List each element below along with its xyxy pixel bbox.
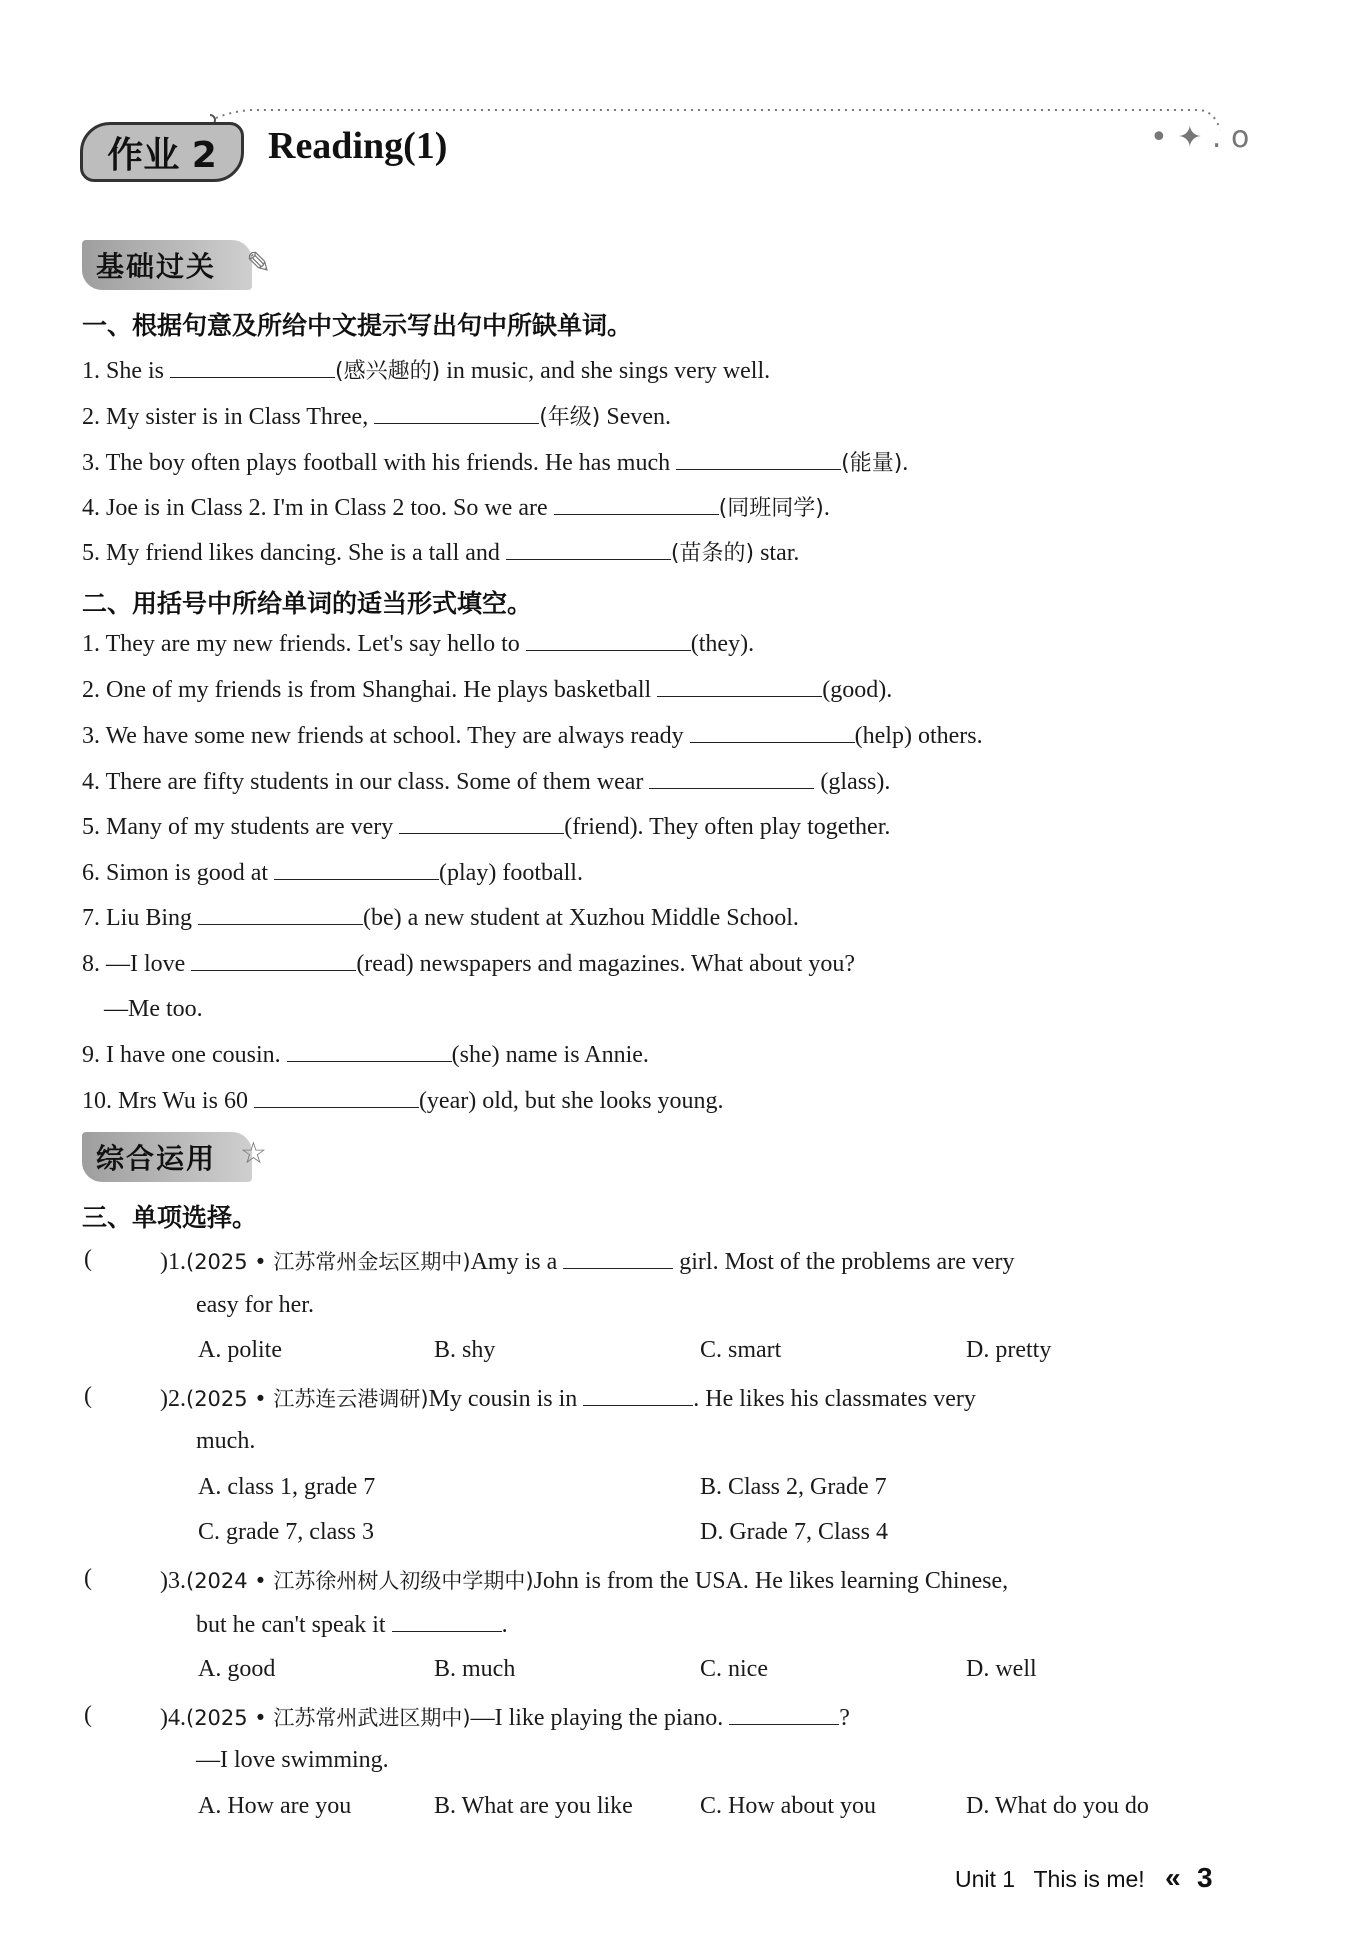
answer-blank[interactable]	[657, 676, 822, 697]
mc-question-1: )1.(2025 • 江苏常州金坛区期中)Amy is a girl. Most of the problems are very	[160, 1249, 1015, 1275]
option-c[interactable]: C. How about you	[700, 1793, 876, 1819]
answer-blank[interactable]	[191, 950, 356, 971]
footer-title: This is me!	[1033, 1866, 1145, 1892]
option-c[interactable]: C. nice	[700, 1656, 768, 1682]
page-title: Reading(1)	[268, 125, 448, 167]
option-a[interactable]: A. polite	[198, 1337, 282, 1363]
answer-blank[interactable]	[676, 449, 841, 470]
option-d[interactable]: D. pretty	[966, 1337, 1052, 1363]
answer-paren[interactable]: (	[84, 1246, 92, 1272]
page-number: 3	[1197, 1862, 1213, 1893]
homework-badge: 作业 2	[80, 122, 244, 182]
answer-blank[interactable]	[583, 1385, 693, 1406]
part1-item-3: 3. The boy often plays football with his friends. He has much (能量).	[82, 450, 909, 476]
part1-item-5: 5. My friend likes dancing. She is a tall and (苗条的) star.	[82, 540, 800, 566]
answer-blank[interactable]	[254, 1087, 419, 1108]
part1-item-2: 2. My sister is in Class Three, (年级) Seven.	[82, 404, 672, 430]
answer-blank[interactable]	[729, 1704, 839, 1725]
answer-paren[interactable]: (	[84, 1383, 92, 1409]
answer-blank[interactable]	[170, 357, 335, 378]
answer-blank[interactable]	[274, 859, 439, 880]
part2-instruction: 二、用括号中所给单词的适当形式填空。	[82, 589, 533, 618]
option-d[interactable]: D. Grade 7, Class 4	[700, 1519, 888, 1545]
part2-item-6: 6. Simon is good at (play) football.	[82, 860, 583, 886]
answer-blank[interactable]	[554, 494, 719, 515]
part2-item-1: 1. They are my new friends. Let's say hello to (they).	[82, 631, 755, 657]
chevron-left-icon: «	[1165, 1862, 1181, 1893]
part2-item-5: 5. Many of my students are very (friend). They often play together.	[82, 814, 891, 840]
answer-blank[interactable]	[649, 768, 814, 789]
option-a[interactable]: A. good	[198, 1656, 276, 1682]
part2-item-8: 8. —I love (read) newspapers and magazines. What about you?	[82, 951, 856, 977]
answer-blank[interactable]	[690, 722, 855, 743]
answer-blank[interactable]	[374, 403, 539, 424]
answer-blank[interactable]	[506, 539, 671, 560]
part1-item-4: 4. Joe is in Class 2. I'm in Class 2 too. So we are (同班同学).	[82, 495, 830, 521]
mc-question-3: )3.(2024 • 江苏徐州树人初级中学期中)John is from the USA. He likes learning Chinese,	[160, 1568, 1009, 1594]
part2-item-4: 4. There are fifty students in our class. Some of them wear (glass).	[82, 769, 891, 795]
answer-blank[interactable]	[392, 1611, 502, 1632]
answer-paren[interactable]: (	[84, 1565, 92, 1591]
answer-blank[interactable]	[399, 813, 564, 834]
answer-blank[interactable]	[198, 904, 363, 925]
part2-item-7: 7. Liu Bing (be) a new student at Xuzhou Middle School.	[82, 905, 799, 931]
mc-question-4: )4.(2025 • 江苏常州武进区期中)—I like playing the piano. ?	[160, 1705, 850, 1731]
answer-paren[interactable]: (	[84, 1702, 92, 1728]
option-c[interactable]: C. smart	[700, 1337, 782, 1363]
option-b[interactable]: B. shy	[434, 1337, 496, 1363]
section-banner-basics: 基础过关	[82, 240, 252, 290]
sparkle-icon: • ✦ . o	[1150, 120, 1250, 155]
option-a[interactable]: A. class 1, grade 7	[198, 1474, 376, 1500]
section-banner-application: 综合运用	[82, 1132, 252, 1182]
answer-blank[interactable]	[526, 630, 691, 651]
option-b[interactable]: B. Class 2, Grade 7	[700, 1474, 887, 1500]
answer-blank[interactable]	[563, 1248, 673, 1269]
part1-item-1: 1. She is (感兴趣的) in music, and she sings very well.	[82, 358, 771, 384]
mc-question-1-cont: easy for her.	[196, 1292, 314, 1318]
option-d[interactable]: D. What do you do	[966, 1793, 1149, 1819]
part2-item-9: 9. I have one cousin. (she) name is Annie.	[82, 1042, 649, 1068]
mc-question-2: )2.(2025 • 江苏连云港调研)My cousin is in . He likes his classmates very	[160, 1386, 976, 1412]
part3-instruction: 三、单项选择。	[82, 1203, 258, 1232]
part2-item-10: 10. Mrs Wu is 60 (year) old, but she looks young.	[82, 1088, 724, 1114]
option-c[interactable]: C. grade 7, class 3	[198, 1519, 374, 1545]
pencil-icon: ✎	[246, 246, 272, 281]
page-footer	[955, 1862, 1213, 1894]
option-b[interactable]: B. What are you like	[434, 1793, 633, 1819]
option-b[interactable]: B. much	[434, 1656, 516, 1682]
part2-item-2: 2. One of my friends is from Shanghai. He plays basketball (good).	[82, 677, 893, 703]
star-icon: ☆	[240, 1136, 267, 1171]
part2-item-3: 3. We have some new friends at school. They are always ready (help) others.	[82, 723, 983, 749]
mc-question-2-cont: much.	[196, 1428, 256, 1454]
option-a[interactable]: A. How are you	[198, 1793, 352, 1819]
part1-instruction: 一、根据句意及所给中文提示写出句中所缺单词。	[82, 311, 633, 340]
part2-item-8-reply: —Me too.	[104, 996, 203, 1022]
footer-unit: Unit 1	[955, 1866, 1016, 1892]
answer-blank[interactable]	[287, 1041, 452, 1062]
mc-question-3-cont: but he can't speak it .	[196, 1612, 508, 1638]
mc-question-4-cont: —I love swimming.	[196, 1747, 389, 1773]
option-d[interactable]: D. well	[966, 1656, 1037, 1682]
